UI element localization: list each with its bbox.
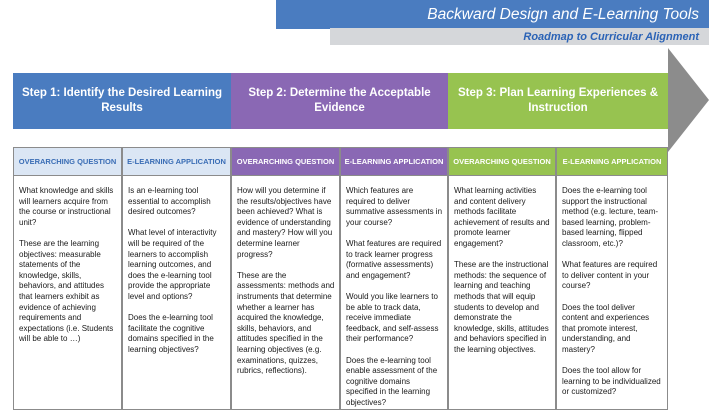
- column-step3-elearning: [556, 176, 668, 410]
- paragraph: These are the assessments: methods and instruments that determine whether a learner has acquired the knowledge, skills, behaviors, and attitudes specified in the learning objectives (e.g. examinations, quizzes, rubrics, reflections).: [237, 270, 335, 376]
- paragraph: Is an e-learning tool essential to accomplish desired outcomes?: [128, 186, 211, 217]
- header-step2-elearning: E-LEARNING APPLICATION: [340, 147, 448, 176]
- step-2-box: [231, 73, 448, 129]
- paragraph: Does the e-learning tool support the instructional method (e.g. lecture, team-based learning, problem-based learning, flipped classroom, etc.)?: [562, 186, 659, 248]
- header-step3-elearning: E-LEARNING APPLICATION: [556, 147, 668, 176]
- header-step2-overarching: OVERARCHING QUESTION: [231, 147, 340, 176]
- paragraph: Does the tool deliver content and experiences that promote interest, understanding, and mastery?: [562, 302, 650, 354]
- paragraph: Does the tool allow for learning to be individualized or customized?: [562, 366, 661, 397]
- paragraph: What features are required to track learner progress (formative assessments) and engagement?: [346, 238, 442, 280]
- banner-title: Backward Design and E-Learning Tools: [276, 0, 709, 29]
- header-step1-elearning: E-LEARNING APPLICATION: [122, 147, 231, 176]
- paragraph: What knowledge and skills will learners acquire from the course or instructional unit?: [19, 186, 114, 227]
- paragraph: Which features are required to deliver summative assessments in your course?: [346, 186, 443, 227]
- step-2-label: Step 2: Determine the Acceptable Evidence: [248, 87, 431, 114]
- paragraph: What learning activities and content delivery methods facilitate achievement of results and promote learner engagement?: [454, 186, 550, 248]
- banner-subtitle: Roadmap to Curricular Alignment: [330, 28, 709, 45]
- paragraph: Does the e-learning tool enable assessment of the cognitive domains specified in the learning objectives?: [346, 355, 438, 407]
- column-step2-overarching: [231, 176, 340, 410]
- paragraph: What features are required to deliver content in your course?: [562, 260, 658, 291]
- header-step3-overarching: OVERARCHING QUESTION: [448, 147, 556, 176]
- step-1-box: [13, 73, 231, 129]
- column-step1-elearning: [122, 176, 231, 410]
- column-step1-overarching: [13, 176, 122, 410]
- step-3-label: Step 3: Plan Learning Experiences & Instruction: [457, 87, 659, 114]
- paragraph: These are the learning objectives: measurable statements of the knowledge, skills, behaviors, and attitudes that learners exhibit as evidence of achieving requirements and expectations (i.e. Students will be able to …): [19, 238, 114, 344]
- paragraph: Would you like learners to be able to track data, receive immediate feedback, and self-assess their performance?: [346, 291, 439, 344]
- paragraph: How will you determine if the results/objectives have been achieved? What is evidence of understanding and mastery? How will you determine learner progress?: [237, 186, 333, 259]
- paragraph: These are the instructional methods: the sequence of learning and teaching methods that will equip students to develop and demonstrate the knowledge, skills, attitudes and behaviors specified in the learning objectives.: [454, 260, 549, 354]
- column-step2-elearning: [340, 176, 448, 410]
- column-step3-overarching: [448, 176, 556, 410]
- paragraph: What level of interactivity will be required of the learners to accomplish learning outcomes, and does the e-learning tool provide the appropriate level and options?: [128, 228, 217, 301]
- header-step1-overarching: OVERARCHING QUESTION: [13, 147, 122, 176]
- step-3-box: [448, 73, 668, 129]
- paragraph: Does the e-learning tool facilitate the cognitive domains specified in the learning objectives?: [128, 313, 214, 354]
- step-1-label: Step 1: Identify the Desired Learning Results: [21, 87, 222, 114]
